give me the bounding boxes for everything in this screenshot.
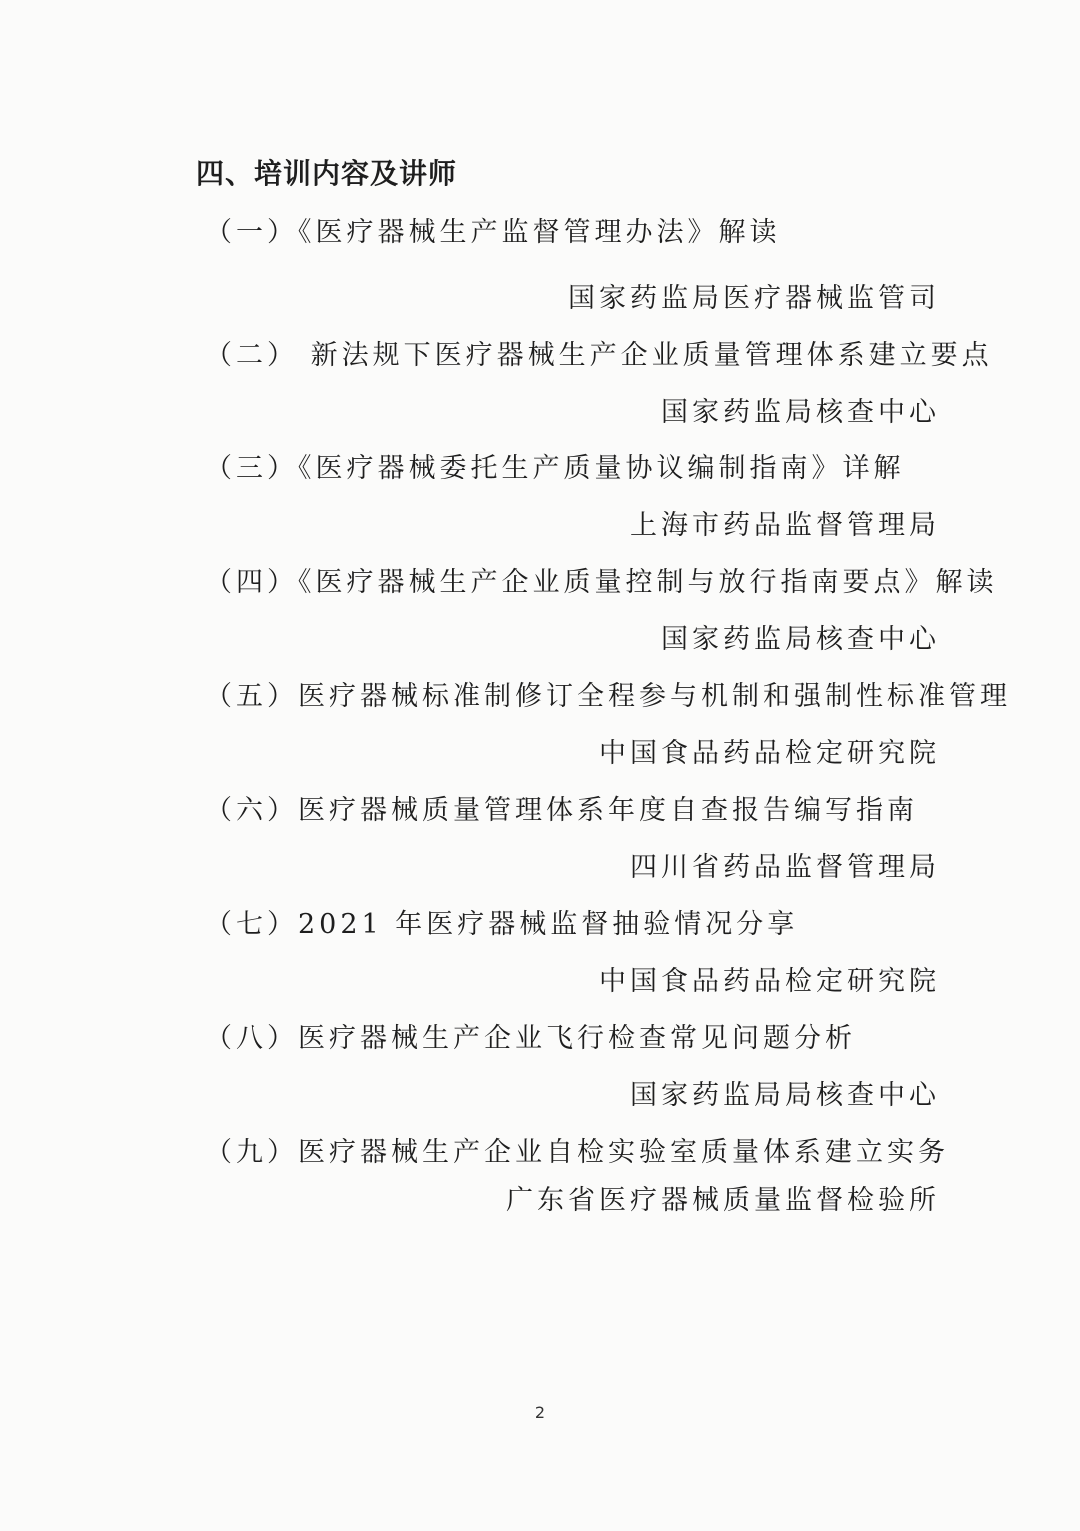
lecturer-9: 广东省医疗器械质量监督检验所 (506, 1185, 940, 1216)
lecturer-7: 中国食品药品检定研究院 (599, 966, 940, 997)
training-topic-9: （九）医疗器械生产企业自检实验室质量体系建立实务 (205, 1137, 949, 1168)
lecturer-8: 国家药监局局核查中心 (630, 1080, 940, 1111)
lecturer-3: 上海市药品监督管理局 (630, 510, 940, 541)
lecturer-4: 国家药监局核查中心 (661, 624, 940, 655)
lecturer-6: 四川省药品监督管理局 (630, 852, 940, 883)
lecturer-5: 中国食品药品检定研究院 (599, 738, 940, 769)
training-topic-7: （七）2021 年医疗器械监督抽验情况分享 (205, 909, 799, 940)
page-number: 2 (534, 1403, 546, 1422)
training-topic-3: （三）《医疗器械委托生产质量协议编制指南》详解 (205, 453, 905, 484)
lecturer-2: 国家药监局核查中心 (661, 397, 940, 428)
training-topic-5: （五）医疗器械标准制修订全程参与机制和强制性标准管理 (205, 681, 1011, 712)
training-topic-8: （八）医疗器械生产企业飞行检查常见问题分析 (205, 1023, 856, 1054)
training-topic-4: （四）《医疗器械生产企业质量控制与放行指南要点》解读 (205, 567, 998, 598)
training-topic-2: （二） 新法规下医疗器械生产企业质量管理体系建立要点 (205, 340, 993, 371)
training-topic-1: （一）《医疗器械生产监督管理办法》解读 (205, 217, 781, 248)
training-topic-6: （六）医疗器械质量管理体系年度自查报告编写指南 (205, 795, 918, 826)
lecturer-1: 国家药监局医疗器械监管司 (568, 283, 940, 314)
section-title: 四、培训内容及讲师 (196, 157, 458, 190)
